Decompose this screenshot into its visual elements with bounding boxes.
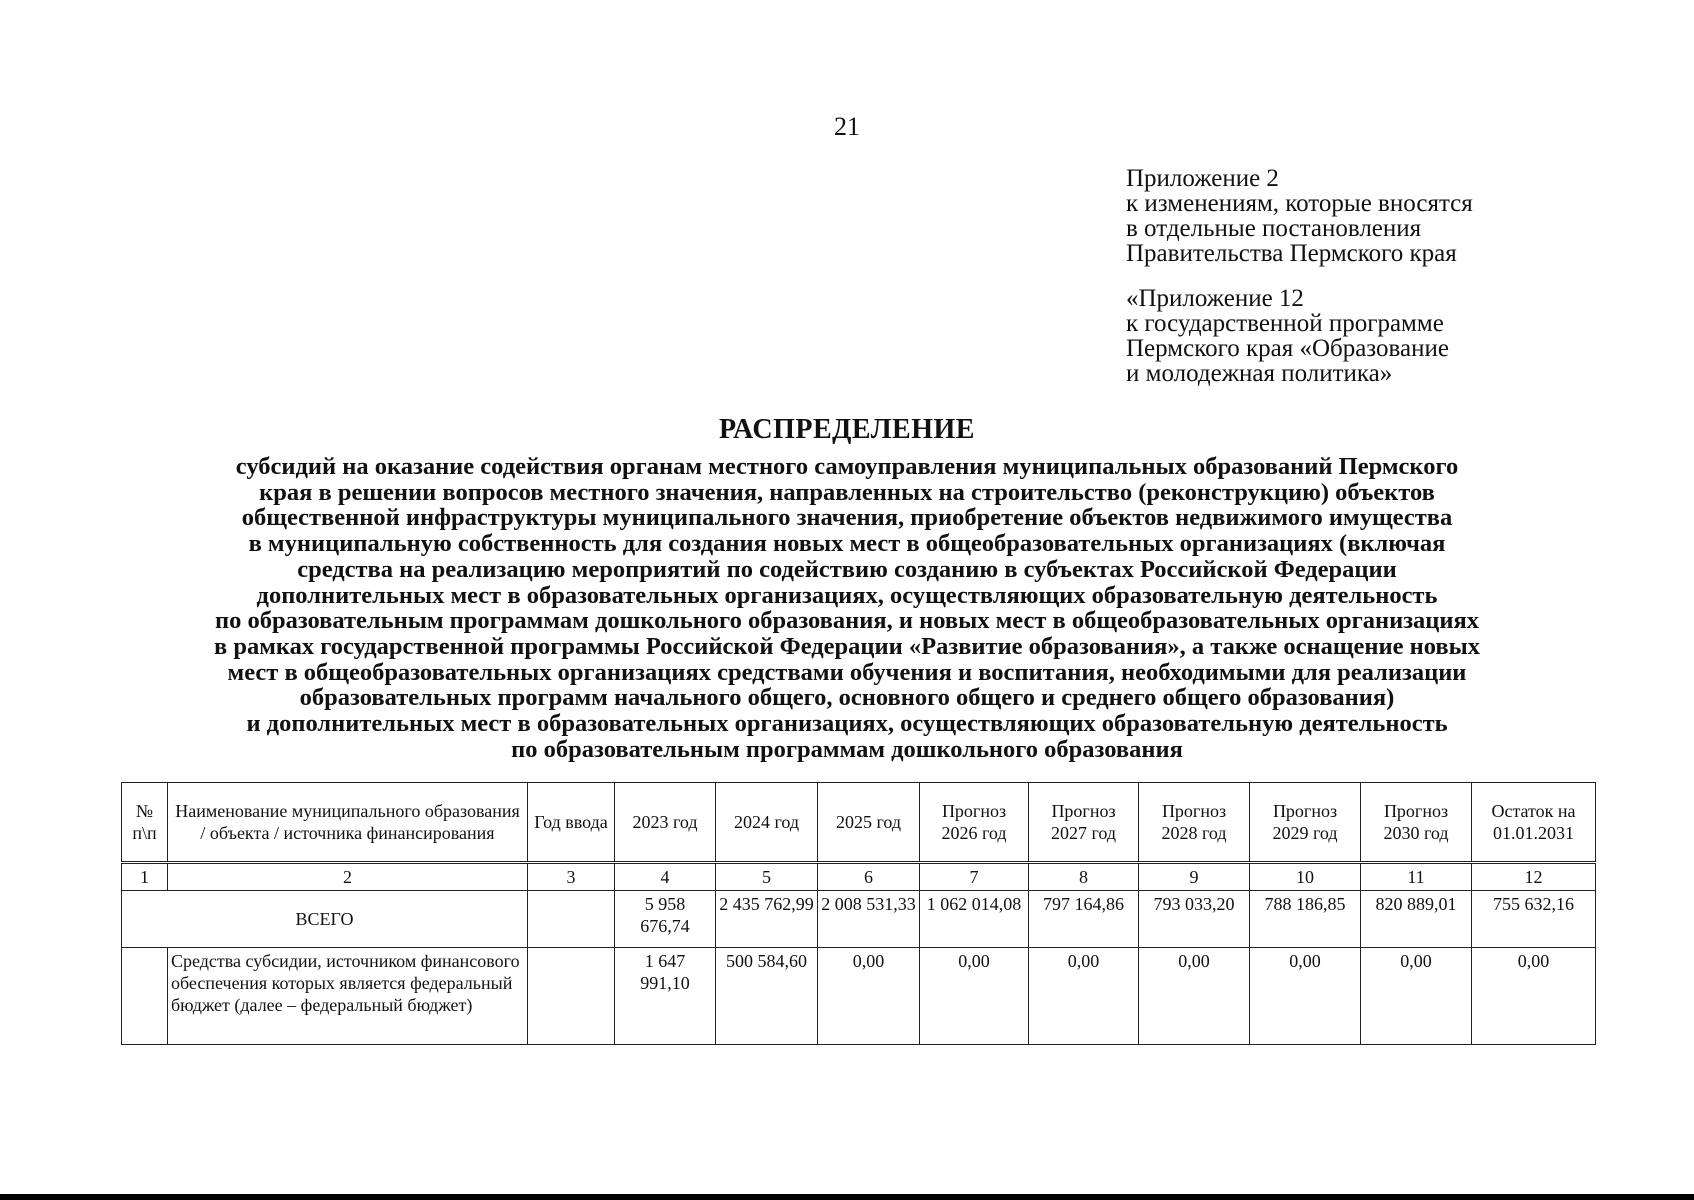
document-subtitle [100, 454, 1594, 762]
total-value-cell: 755 632,16 [1472, 891, 1596, 948]
total-value-cell: 820 889,01 [1361, 891, 1472, 948]
federal-value-cell: 0,00 [1361, 948, 1472, 1045]
column-number-cell: 4 [615, 863, 716, 891]
header-cell: Прогноз 2028 год [1139, 783, 1250, 863]
annex-line: в отдельные постановления [1126, 215, 1422, 242]
subtitle-line: общественной инфраструктуры муниципального значения, приобретение объектов недвижимого имущества [241, 504, 1453, 532]
total-value-cell: 2 435 762,99 [716, 891, 818, 948]
header-cell: 2025 год [818, 783, 920, 863]
header-cell: 2023 год [615, 783, 716, 863]
column-number-cell: 11 [1361, 863, 1472, 891]
column-number-cell: 12 [1472, 863, 1596, 891]
column-number-row [122, 863, 1596, 891]
total-value-cell: 2 008 531,33 [818, 891, 920, 948]
subtitle-line: края в решении вопросов местного значения, направленных на строительство (реконструкцию) объектов [259, 478, 1435, 506]
annex-line: «Приложение 12 [1126, 285, 1304, 312]
total-value-cell: 788 186,85 [1250, 891, 1361, 948]
header-cell: Прогноз 2026 год [920, 783, 1029, 863]
federal-value-cell: 1 647 991,10 [615, 948, 716, 1045]
column-number-cell: 6 [818, 863, 920, 891]
total-value-cell: 793 033,20 [1139, 891, 1250, 948]
total-value-cell: 797 164,86 [1029, 891, 1139, 948]
subtitle-line: мест в общеобразовательных организациях средствами обучения и воспитания, необходимыми для реализации [227, 658, 1467, 686]
annex-line: к изменениям, которые вносятся [1126, 190, 1473, 217]
federal-value-cell: 0,00 [1250, 948, 1361, 1045]
federal-num-cell [122, 948, 168, 1045]
subtitle-line: средства на реализацию мероприятий по содействию созданию в субъектах Российской Федерации [297, 555, 1397, 583]
federal-label-cell: Средства субсидии, источником финансового обеспечения которых является федеральный бюджет (далее – федеральный бюджет) [168, 948, 528, 1045]
total-year-cell [528, 891, 615, 948]
subtitle-line: в рамках государственной программы Российской Федерации «Развитие образования», а также оснащение новых [213, 632, 1481, 660]
annex-line: Пермского края «Образование [1126, 335, 1449, 362]
federal-year-cell [528, 948, 615, 1045]
subtitle-line: по образовательным программам дошкольного образования [511, 735, 1183, 763]
header-cell: 2024 год [716, 783, 818, 863]
total-value-cell: 1 062 014,08 [920, 891, 1029, 948]
total-row [122, 891, 1596, 948]
column-number-cell: 9 [1139, 863, 1250, 891]
subtitle-line: субсидий на оказание содействия органам местного самоуправления муниципальных образований Пермского [235, 453, 1459, 480]
header-cell: № п\п [122, 783, 168, 863]
column-number-cell: 3 [528, 863, 615, 891]
column-number-cell: 8 [1029, 863, 1139, 891]
header-cell: Прогноз 2027 год [1029, 783, 1139, 863]
header-cell: Наименование муниципального образования / объекта / источника финансирования [168, 783, 528, 863]
annex-line: Приложение 2 [1126, 165, 1279, 192]
document-title: РАСПРЕДЕЛЕНИЕ [719, 414, 975, 445]
header-cell: Прогноз 2030 год [1361, 783, 1472, 863]
distribution-table [121, 782, 1596, 1045]
subtitle-line: в муниципальную собственность для создания новых мест в общеобразовательных организациях (включая [248, 530, 1446, 558]
federal-value-cell: 0,00 [1139, 948, 1250, 1045]
column-number-cell: 7 [920, 863, 1029, 891]
page-number: 21 [834, 112, 860, 141]
annex-line: Правительства Пермского края [1126, 240, 1457, 267]
total-value-cell: 5 958 676,74 [615, 891, 716, 948]
total-label-cell: ВСЕГО [122, 891, 528, 948]
subtitle-line: образовательных программ начального общего, основного общего и среднего общего образования) [299, 684, 1395, 712]
federal-value-cell: 0,00 [1472, 948, 1596, 1045]
column-number-cell: 5 [716, 863, 818, 891]
scan-edge [0, 1194, 1694, 1200]
header-cell: Остаток на 01.01.2031 [1472, 783, 1596, 863]
header-cell: Год ввода [528, 783, 615, 863]
federal-value-cell: 0,00 [920, 948, 1029, 1045]
header-cell: Прогноз 2029 год [1250, 783, 1361, 863]
federal-value-cell: 0,00 [1029, 948, 1139, 1045]
annex-line: и молодежная политика» [1126, 360, 1393, 387]
column-number-cell: 1 [122, 863, 168, 891]
table-header-row [122, 783, 1596, 863]
subtitle-line: по образовательным программам дошкольного образования, и новых мест в общеобразовательных организациях [214, 607, 1480, 635]
subtitle-line: и дополнительных мест в образовательных организациях, осуществляющих образовательную деятельность [246, 710, 1448, 738]
subtitle-line: дополнительных мест в образовательных организациях, осуществляющих образовательную деятельность [256, 581, 1438, 609]
annex-block [1126, 166, 1473, 266]
annex-block-2 [1126, 286, 1449, 386]
column-number-cell: 2 [168, 863, 528, 891]
federal-budget-row [122, 948, 1596, 1045]
federal-value-cell: 500 584,60 [716, 948, 818, 1045]
federal-value-cell: 0,00 [818, 948, 920, 1045]
annex-line: к государственной программе [1126, 310, 1444, 337]
column-number-cell: 10 [1250, 863, 1361, 891]
